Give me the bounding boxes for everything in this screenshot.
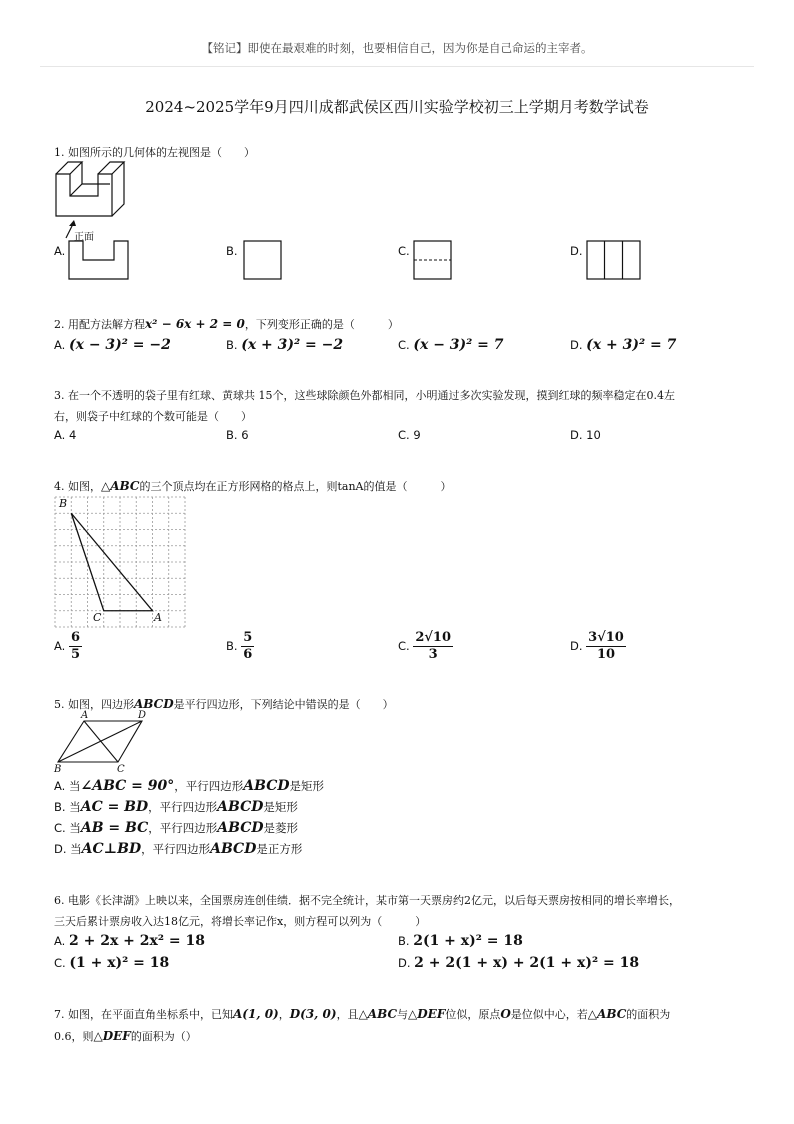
q4-label-a: A xyxy=(154,611,162,624)
q7-triangle-def-2: △DEF xyxy=(93,1029,131,1043)
q5-option-b-pre: B. 当 xyxy=(54,800,81,814)
q5-stem-post: 是平行四边形，下列结论中错误的是（ ） xyxy=(173,698,394,711)
q6-option-b[interactable] xyxy=(398,933,523,949)
q5-option-b-name: ABCD xyxy=(217,799,264,815)
q7-line2-post: 的面积为（） xyxy=(130,1030,197,1043)
q4-option-b-fraction xyxy=(241,630,254,663)
q4-option-a-den: 5 xyxy=(70,647,81,662)
q4-option-d-den: 10 xyxy=(596,647,616,662)
q1-front-label: 正面 xyxy=(74,232,94,243)
q5-option-a-pre: A. 当 xyxy=(54,779,81,793)
q5-option-d-math: AC⊥BD xyxy=(81,841,142,857)
q4-option-a-num: 6 xyxy=(70,630,81,645)
q5-option-a-post: ，平行四边形 xyxy=(174,779,244,793)
q1-solid-figure xyxy=(54,158,134,242)
q4-stem-pre: 4. 如图， xyxy=(54,480,101,493)
q6-option-a-math: 2 + 2x + 2x² = 18 xyxy=(68,933,205,949)
q1-option-b-label: B. xyxy=(226,244,238,258)
q6-stem-line2: 三天后累计票房收入达18亿元，将增长率记作x，则方程可以列为（ ） xyxy=(54,915,427,928)
q5-option-c-math: AB = BC xyxy=(80,820,149,836)
q3-option-c[interactable]: C. 9 xyxy=(398,428,421,442)
q4-option-a-fraction xyxy=(69,630,82,663)
q4-label-b: B xyxy=(59,497,68,510)
q4-option-c-num: 2√10 xyxy=(415,630,452,645)
q7-line2-pre: 0.6，则 xyxy=(54,1030,94,1043)
q4-option-c[interactable] xyxy=(398,630,453,663)
q7-sep: ， xyxy=(278,1008,290,1021)
q6-option-b-math: 2(1 + x)² = 18 xyxy=(413,933,523,949)
q6-option-a-letter: A. xyxy=(54,934,66,948)
q5-option-a-end: 是矩形 xyxy=(289,779,325,793)
q1-stem: 1. 如图所示的几何体的左视图是（ ） xyxy=(54,146,255,159)
q3-stem-line1: 3. 在一个不透明的袋子里有红球、黄球共 15个，这些球除颜色外都相同，小明通过多次实验发现，摸到红球的频率稳定在0.4左 xyxy=(54,389,675,402)
q5-option-c-post: ，平行四边形 xyxy=(148,821,218,835)
q4-option-d-fraction xyxy=(586,630,626,663)
q5-option-d-end: 是正方形 xyxy=(256,842,303,856)
q5-quadrilateral: ABCD xyxy=(134,697,174,711)
q2-option-b[interactable] xyxy=(226,337,343,353)
q4-stem-post: 的三个顶点均在正方形网格的格点上，则tanA的值是（ ） xyxy=(139,480,452,493)
q1-option-b-shape[interactable] xyxy=(243,240,283,280)
q1-option-d-label: D. xyxy=(570,244,583,258)
q3-stem-line2: 右，则袋子中红球的个数可能是（ ） xyxy=(54,410,252,423)
q6-option-d[interactable] xyxy=(398,955,639,971)
q7-point-a: A(1, 0) xyxy=(233,1007,279,1021)
q4-triangle: △ABC xyxy=(101,479,140,493)
q2-option-c-math: (x − 3)² = 7 xyxy=(413,337,504,353)
q5-parallelogram-figure xyxy=(54,718,166,766)
q7-point-d: D(3, 0) xyxy=(289,1007,337,1021)
q7-mid3: 位似，原点 xyxy=(445,1008,501,1021)
q2-option-c[interactable] xyxy=(398,337,504,353)
q7-stem-pre: 7. 如图，在平面直角坐标系中，已知 xyxy=(54,1008,233,1021)
q5-option-d[interactable] xyxy=(54,841,302,857)
q5-option-c-name: ABCD xyxy=(217,820,264,836)
q5-label-c: C xyxy=(117,764,125,775)
q5-option-b-math: AC = BD xyxy=(80,799,149,815)
q3-option-b[interactable]: B. 6 xyxy=(226,428,249,442)
q5-label-b: B xyxy=(54,764,62,775)
q1-option-c-label: C. xyxy=(398,244,410,258)
q5-option-d-pre: D. 当 xyxy=(54,842,82,856)
q6-option-d-letter: D. xyxy=(398,956,411,970)
q2-option-d-math: (x + 3)² = 7 xyxy=(586,337,677,353)
q2-option-a[interactable] xyxy=(54,337,171,353)
q7-mid1: ，且 xyxy=(336,1008,359,1021)
q7-mid2: 与 xyxy=(397,1008,409,1021)
q2-option-a-letter: A. xyxy=(54,338,66,352)
q5-option-c-pre: C. 当 xyxy=(54,821,81,835)
q4-option-b-den: 6 xyxy=(243,647,253,662)
q5-option-d-name: ABCD xyxy=(210,841,257,857)
q6-option-c-letter: C. xyxy=(54,956,66,970)
q5-option-c-end: 是菱形 xyxy=(263,821,299,835)
q4-option-d-num: 3√10 xyxy=(588,630,624,645)
q6-option-b-letter: B. xyxy=(398,934,410,948)
q2-option-a-math: (x − 3)² = −2 xyxy=(68,337,171,353)
q5-stem xyxy=(54,696,394,712)
q7-origin: O xyxy=(500,1007,511,1021)
q5-option-b[interactable] xyxy=(54,799,298,815)
q4-option-c-letter: C. xyxy=(398,639,410,653)
motto-banner: 【铭记】即使在最艰难的时刻，也要相信自己，因为你是自己命运的主宰者。 xyxy=(201,41,593,55)
q7-triangle-abc-2: △ABC xyxy=(587,1007,627,1021)
q7-mid4: 是位似中心，若 xyxy=(510,1008,588,1021)
q4-stem xyxy=(54,478,451,494)
q2-stem-post: ，下列变形正确的是（ ） xyxy=(244,318,399,331)
q4-option-d-letter: D. xyxy=(570,639,583,653)
q4-option-b-letter: B. xyxy=(226,639,238,653)
q6-option-c-math: (1 + x)² = 18 xyxy=(69,955,170,971)
q4-label-c: C xyxy=(93,611,102,624)
q3-option-a[interactable]: A. 4 xyxy=(54,428,77,442)
q2-option-c-letter: C. xyxy=(398,338,410,352)
q7-triangle-abc: △ABC xyxy=(358,1007,398,1021)
q5-option-a-math: ∠ABC = 90° xyxy=(80,778,175,794)
q1-option-d-shape[interactable] xyxy=(586,240,642,280)
q7-stem-line1 xyxy=(54,1006,754,1022)
q3-option-d[interactable]: D. 10 xyxy=(570,428,601,442)
q4-option-c-fraction xyxy=(413,630,453,663)
q5-option-a[interactable] xyxy=(54,778,324,794)
q6-stem-line1: 6. 电影《长津湖》上映以来，全国票房连创佳绩．据不完全统计，某市第一天票房约2亿元，以后每天票房按相同的增长率增长， xyxy=(54,894,680,907)
q6-option-a[interactable] xyxy=(54,933,205,949)
q5-option-d-post: ，平行四边形 xyxy=(141,842,211,856)
q2-option-b-letter: B. xyxy=(226,338,238,352)
q4-option-a-letter: A. xyxy=(54,639,66,653)
q2-stem xyxy=(54,316,399,332)
q2-option-d-letter: D. xyxy=(570,338,583,352)
q4-grid-figure xyxy=(54,496,186,628)
q1-option-a-label: A. xyxy=(54,244,66,258)
q2-option-d[interactable] xyxy=(570,337,676,353)
q1-option-a-shape[interactable] xyxy=(68,240,130,280)
page-title: 2024~2025学年9月四川成都武侯区西川实验学校初三上学期月考数学试卷 xyxy=(145,98,649,116)
header-divider xyxy=(40,66,754,67)
q5-option-c[interactable] xyxy=(54,820,298,836)
q4-option-d[interactable] xyxy=(570,630,626,663)
q2-option-b-math: (x + 3)² = −2 xyxy=(241,337,344,353)
q1-option-c-shape[interactable] xyxy=(413,240,453,280)
q4-option-b-num: 5 xyxy=(243,630,253,645)
q5-label-a: A xyxy=(81,710,89,721)
q7-stem-line2 xyxy=(54,1028,197,1044)
q2-equation: x² − 6x + 2 = 0 xyxy=(145,317,245,331)
q5-option-b-post: ，平行四边形 xyxy=(148,800,218,814)
q6-option-d-math: 2 + 2(1 + x) + 2(1 + x)² = 18 xyxy=(414,955,640,971)
q5-label-d: D xyxy=(138,710,147,721)
q7-end1: 的面积为 xyxy=(626,1008,671,1021)
q4-option-b[interactable] xyxy=(226,630,254,663)
q5-option-a-name: ABCD xyxy=(243,778,290,794)
q6-option-c[interactable] xyxy=(54,955,169,971)
q4-option-a[interactable] xyxy=(54,630,82,663)
q4-option-c-den: 3 xyxy=(428,647,438,662)
q2-stem-pre: 2. 用配方法解方程 xyxy=(54,318,145,331)
q5-option-b-end: 是矩形 xyxy=(263,800,298,814)
q5-stem-pre: 5. 如图，四边形 xyxy=(54,698,134,711)
q7-triangle-def: △DEF xyxy=(408,1007,446,1021)
